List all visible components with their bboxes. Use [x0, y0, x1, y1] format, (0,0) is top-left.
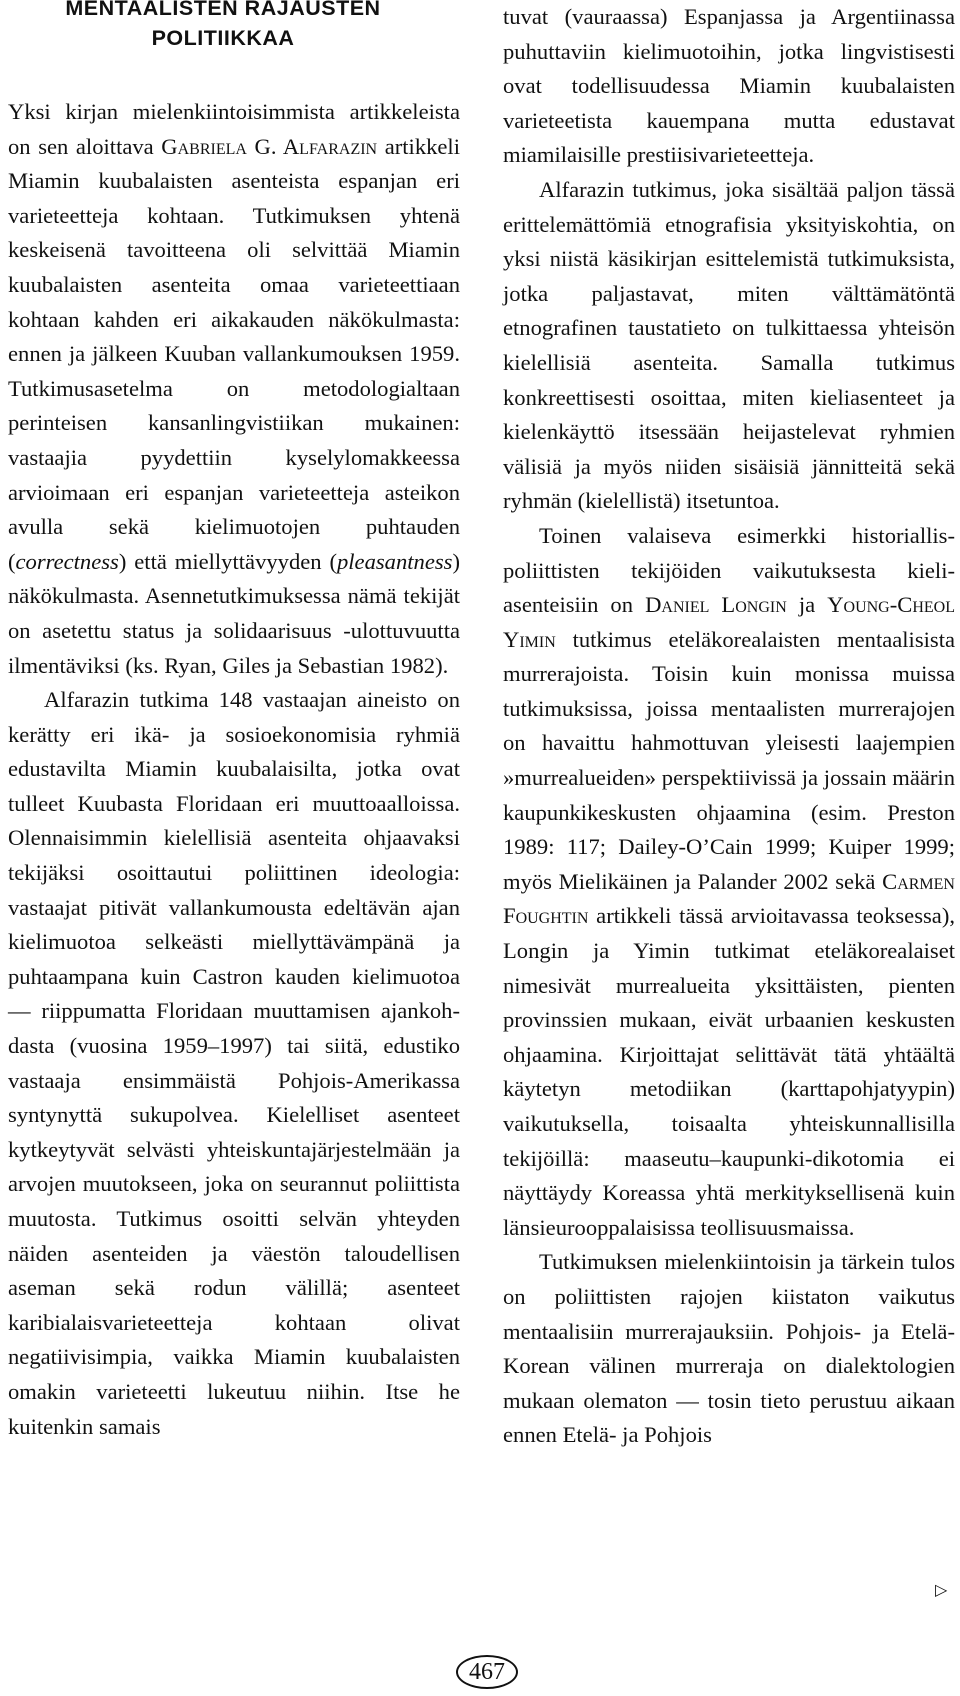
author-name-fought: Carmen Foughtin: [503, 868, 955, 929]
paragraph-1-text-c: ) että miellyttävyyden (: [118, 548, 337, 574]
term-pleasantness: pleasantness: [336, 548, 453, 574]
page-number: 467: [456, 1655, 518, 1689]
section-title: MENTAALISTEN RAJAUSTEN POLITIIKKAA: [65, 0, 381, 50]
author-name-yim: Young-Cheol Yimin: [503, 592, 955, 652]
paragraph-3: Alfarazin tutkimus, joka sisältää paljon tässä erittelemättömiä etnografisia yksityiskohtia, on yksi niistä käsikirjan esittelemistä tutkimuksista, jotka paljastavat, miten välttämätöntä etnografinen taustatieto on tulkittaessa yhteisön kielellisiä asenteita. Samalla tutkimus konkreettisesti osoittaa, miten kieliasenteet ja kielenkäyttö itsessään heijastelevat ryhmien välisiä ja myös niiden sisäisiä jännitteitä sekä ryhmän (kielellistä) itsetuntoa.: [503, 176, 955, 514]
paragraph-4-text-c: artikkeli tässä arvioitavassa teoksessa), Longin ja Yimin tutkimat eteläkorealaiset nimesivät murrealueita yksittäisten, pienten provinssien mukaan, eivät urbaanien keskusten ohjaamina. Kirjoittajat selittävät tätä yhtäältä käytetyn metodiikan (karttapohjatyypin) vaikutuksella, toisaalta yhteiskunnallisilla tekijöillä: maaseutu–kaupunki-dikotomia ei näyttäydy Koreassa yhtä merkityksellisenä kuin länsieurooppalaisissa teollisuusmaissa.: [503, 903, 955, 1240]
paragraph-4-text-b: tutkimus eteläkorealaisten mentaalisista murrerajoista. Toisin kuin monissa muissa tutkimuksissa, joissa mentaalisten murrerajojen on havaittu hahmottuvan yleisesti laajempien »murrealueiden» perspektiivissä ja jossain määrin kaupunkikeskusten ohjaamina (esim. Preston 1989: 117; Dailey-O’Cain 1999; Kuiper 1999; myös Mielikäinen ja Palander 2002 sekä: [503, 626, 955, 894]
paragraph-5: Tutkimuksen mielenkiintoisin ja tärkein tulos on poliittisten rajojen kiistaton vaikutus mentaalisiin murrerajauksiin. Pohjois- ja Etelä-Korean välinen murreraja on dialektologien mukaan olematon — tosin tieto perustuu aikaan ennen Etelä- ja Pohjois: [503, 1249, 955, 1448]
paragraph-2-continued: tuvat (vauraassa) Espanjassa ja Argentiinassa puhuttaviin kielimuotoihin, jotka lingvistisesti ovat todellisuudessa Miamin kuubalaisten varieteetista kauempana mutta edustavat miamilaisille prestiisivarieteetteja.: [503, 4, 955, 168]
paragraph-4: [503, 519, 955, 1245]
paragraph-2: Alfarazin tutkima 148 vastaajan aineisto on kerätty eri ikä- ja sosioekonomisia ryhmiä edustavilta Miamin kuubalaisilta, jotka ovat tulleet Kuubasta Floridaan eri muuttoaalloissa. Olennaisimmin kielellisiä asenteita ohjaavaksi tekijäksi osoittautui poliittinen ideologia: vastaajat pitivät vallankumousta edeltävän ajan kielimuotoa selkeästi miellyttävämpänä ja puhtaampana kuin Castron kauden kielimuotoa — riippumatta Floridaan muuttamisen ajankohdasta (vuosina 1959–1997) tai siitä, edustiko vastaaja ensimmäistä Pohjois-Amerikassa syntynyttä sukupolvea. Kielelliset asenteet kytkeytyvät selvästi yhteiskuntajärjestelmään ja arvojen muutokseen, joka on seurannut poliittista muutosta. Tutkimus osoitti selvän yhteyden näiden asenteiden ja väestön taloudellisen aseman sekä rodun välillä; asenteet karibialaisvarieteetteja kohtaan olivat negatiivisimpia, vaikka Miamin kuubalaisten omakin varieteetti lukeutuu niihin. Itse he kuitenkin samais: [8, 687, 460, 1439]
continue-arrow-icon: ▷: [935, 1580, 948, 1599]
paragraph-1-text-b: artikkeli Miamin kuubalaisten asenteista espanjan eri varieteetteja kohtaan. Tutkimuksen yhtenä keskeisenä tavoitteena oli selvittää Miamin kuubalaisten asenteita omaa varieteettiaan kohtaan kahden eri aikakauden näkökulmasta: ennen ja jälkeen Kuuban vallankumouksen 1959. Tutkimusasetelma on metodologialtaan perinteisen kansanlingvistiikan mukainen: vastaajia pyydettiin kyselylomakkeessa arvioimaan eri espanjan varieteetteja asteikon avulla sekä kielimuotojen puhtauden (: [8, 133, 460, 574]
right-column: [503, 0, 955, 1453]
author-name-alfaraz: Gabriela G. Alfarazin: [161, 133, 378, 159]
paragraph-1-text-d: ) näkökulmasta. Asennetutkimuksessa nämä tekijät on asetettu status ja solidaarisuus -ulottuvuutta ilmentäviksi (ks. Ryan, Giles ja Sebastian 1982).: [8, 548, 460, 678]
left-column: [8, 0, 460, 1444]
paragraph-1: [8, 95, 460, 683]
paragraph-1-text-a: Yksi kirjan mielenkiintoisimmista artikkeleista on sen aloittava: [8, 99, 460, 159]
term-correctness: correctness: [15, 548, 119, 574]
author-name-long: Daniel Longin: [645, 592, 787, 618]
paragraph-4-and: ja: [786, 592, 828, 618]
paragraph-4-text-a: Toinen valaiseva esimerkki historiallispoliittisten tekijöiden vaikutuksesta kieliasenteisiin on: [503, 522, 955, 618]
